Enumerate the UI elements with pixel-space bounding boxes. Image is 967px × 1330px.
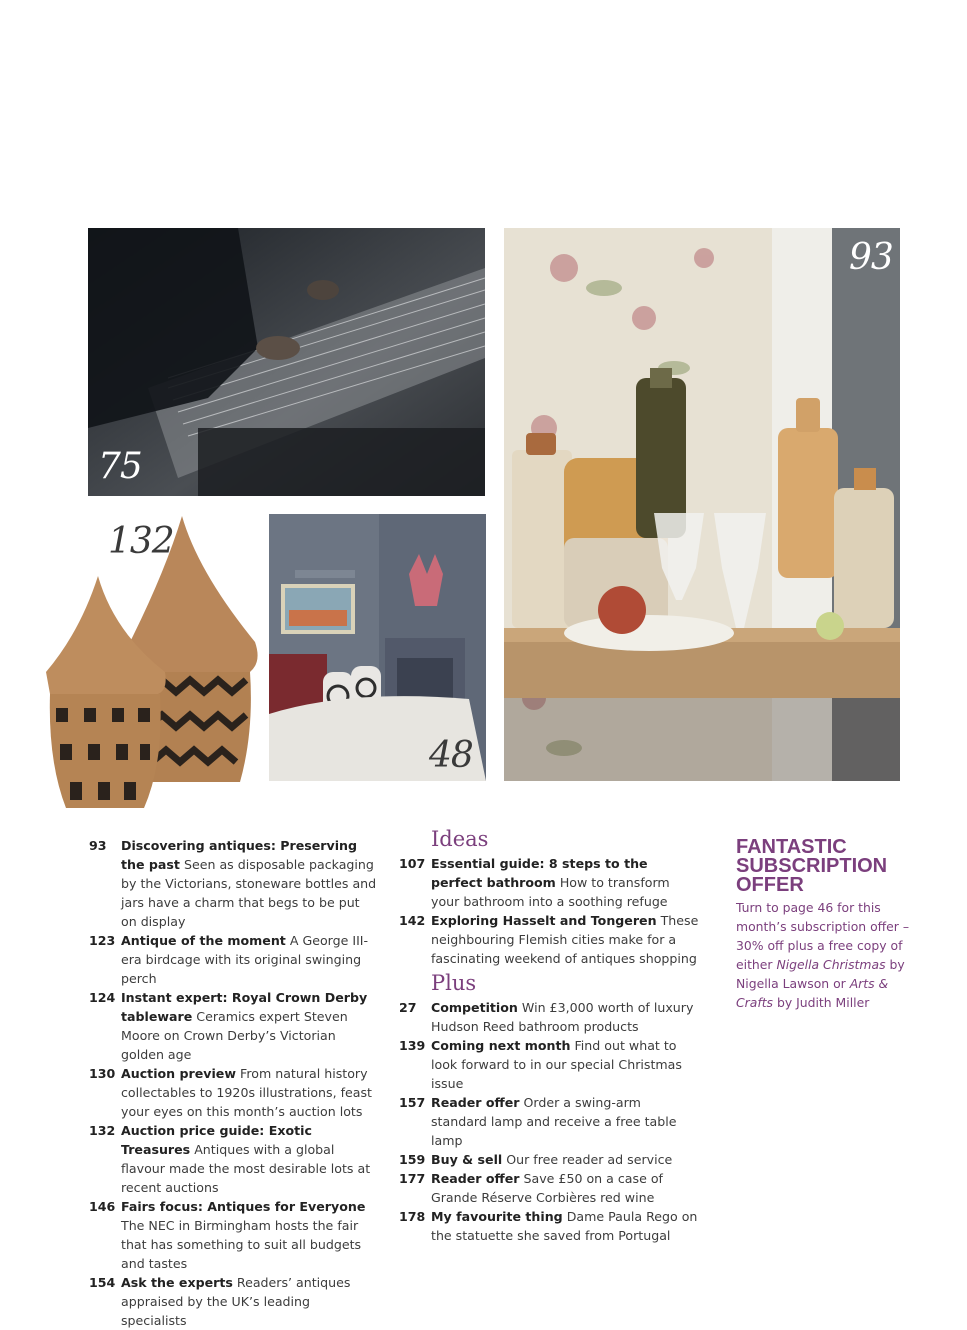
contents-entry[interactable] — [89, 988, 379, 1064]
entry-title: Auction price guide: Exotic Treasures — [121, 1123, 312, 1157]
contents-entry[interactable] — [399, 1207, 699, 1245]
entry-description: How to transform your bathroom into a soothing refuge — [431, 875, 670, 909]
entry-description: Ceramics expert Steven Moore on Crown Derby’s Victorian golden age — [121, 1009, 348, 1062]
entry-description: These neighbouring Flemish cities make for a fascinating weekend of antiques shopping — [431, 913, 699, 966]
contents-entry[interactable] — [399, 998, 699, 1036]
entry-page-number: 124 — [89, 990, 116, 1005]
contents-entry[interactable] — [399, 1169, 699, 1207]
bedroom-photo — [269, 514, 486, 781]
entry-page-number: 93 — [89, 838, 107, 853]
entry-title: Auction preview — [121, 1066, 236, 1081]
contents-entry[interactable] — [399, 1093, 699, 1150]
offer-title[interactable]: FANTASTIC SUBSCRIPTION OFFER — [736, 836, 888, 896]
entry-page-number: 139 — [399, 1038, 426, 1053]
entry-title: Ask the experts — [121, 1275, 233, 1290]
plus-list — [399, 998, 699, 1245]
contents-entry[interactable] — [89, 931, 379, 988]
entry-title: Essential guide: 8 steps to the perfect bathroom — [431, 856, 648, 890]
ideas-list — [399, 854, 699, 968]
entry-description: Dame Paula Rego on the statuette she saved from Portugal — [431, 1209, 698, 1243]
contents-list-left — [89, 836, 379, 1330]
offer-text[interactable] — [736, 898, 926, 1012]
entry-page-number: 154 — [89, 1275, 116, 1290]
entry-title: Exploring Hasselt and Tongeren — [431, 913, 657, 928]
page-label-75: 75 — [98, 446, 142, 487]
page-label-93: 93 — [849, 237, 893, 278]
offer-text-c: by Judith Miller — [773, 995, 870, 1010]
entry-page-number: 27 — [399, 1000, 417, 1015]
entry-page-number: 142 — [399, 913, 426, 928]
contents-entry[interactable] — [89, 1064, 379, 1121]
entry-page-number: 177 — [399, 1171, 426, 1186]
entry-title: Discovering antiques: Preserving the past — [121, 838, 358, 872]
entry-description: Our free reader ad service — [506, 1152, 673, 1167]
entry-title: My favourite thing — [431, 1209, 563, 1224]
entry-description: Win £3,000 worth of luxury Hudson Reed bathroom products — [431, 1000, 694, 1034]
offer-text-b: by Nigella Lawson or — [736, 957, 905, 991]
entry-description: Find out what to look forward to in our special Christmas issue — [431, 1038, 682, 1091]
contents-entry[interactable] — [399, 1150, 699, 1169]
entry-title: Fairs focus: Antiques for Everyone — [121, 1199, 366, 1214]
baskets-photo — [40, 512, 260, 812]
entry-description: Readers’ antiques appraised by the UK’s leading specialists — [121, 1275, 351, 1328]
plus-heading: Plus — [431, 971, 477, 995]
entry-page-number: 130 — [89, 1066, 116, 1081]
entry-description: Seen as disposable packaging by the Victorians, stoneware bottles and jars have a charm that begs to be put on display — [121, 857, 377, 929]
entry-title: Coming next month — [431, 1038, 571, 1053]
contents-list-middle — [399, 826, 699, 1245]
entry-page-number: 123 — [89, 933, 116, 948]
contents-entry[interactable] — [399, 854, 699, 911]
entry-description: Save £50 on a case of Grande Réserve Corbières red wine — [431, 1171, 663, 1205]
contents-entry[interactable] — [89, 1197, 379, 1273]
ideas-heading: Ideas — [431, 827, 489, 851]
entry-description: A George III-era birdcage with its original swinging perch — [121, 933, 369, 986]
offer-book-2: Arts & Crafts — [736, 976, 889, 1010]
entry-title: Competition — [431, 1000, 518, 1015]
bottles-photo — [504, 228, 900, 781]
entry-page-number: 146 — [89, 1199, 116, 1214]
entry-title: Antique of the moment — [121, 933, 286, 948]
entry-description: Antiques with a global flavour made the most desirable lots at recent auctions — [121, 1142, 371, 1195]
entry-page-number: 178 — [399, 1209, 426, 1224]
entry-description: The NEC in Birmingham hosts the fair that has something to suit all budgets and tastes — [121, 1218, 362, 1271]
offer-text-a: Turn to page 46 for this month’s subscription offer – 30% off plus a free copy of either — [736, 900, 910, 972]
entry-title: Buy & sell — [431, 1152, 503, 1167]
offer-book-1: Nigella Christmas — [776, 957, 886, 972]
contents-entry[interactable] — [399, 1036, 699, 1093]
contents-entry[interactable] — [399, 911, 699, 968]
contents-entry[interactable] — [89, 1121, 379, 1197]
page-label-48: 48 — [429, 735, 473, 776]
entry-title: Instant expert: Royal Crown Derby tableware — [121, 990, 368, 1024]
entry-description: Order a swing-arm standard lamp and receive a free table lamp — [431, 1095, 677, 1148]
entry-title: Reader offer — [431, 1171, 520, 1186]
entry-title: Reader offer — [431, 1095, 520, 1110]
entry-description: From natural history collectables to 1920s illustrations, feast your eyes on this month’s auction lots — [121, 1066, 372, 1119]
contents-entry[interactable] — [89, 1273, 379, 1330]
loom-photo — [88, 228, 485, 496]
entry-page-number: 159 — [399, 1152, 426, 1167]
entry-page-number: 157 — [399, 1095, 426, 1110]
entry-page-number: 132 — [89, 1123, 116, 1138]
contents-entry[interactable] — [89, 836, 379, 931]
page-label-132: 132 — [108, 521, 174, 562]
entry-page-number: 107 — [399, 856, 426, 871]
